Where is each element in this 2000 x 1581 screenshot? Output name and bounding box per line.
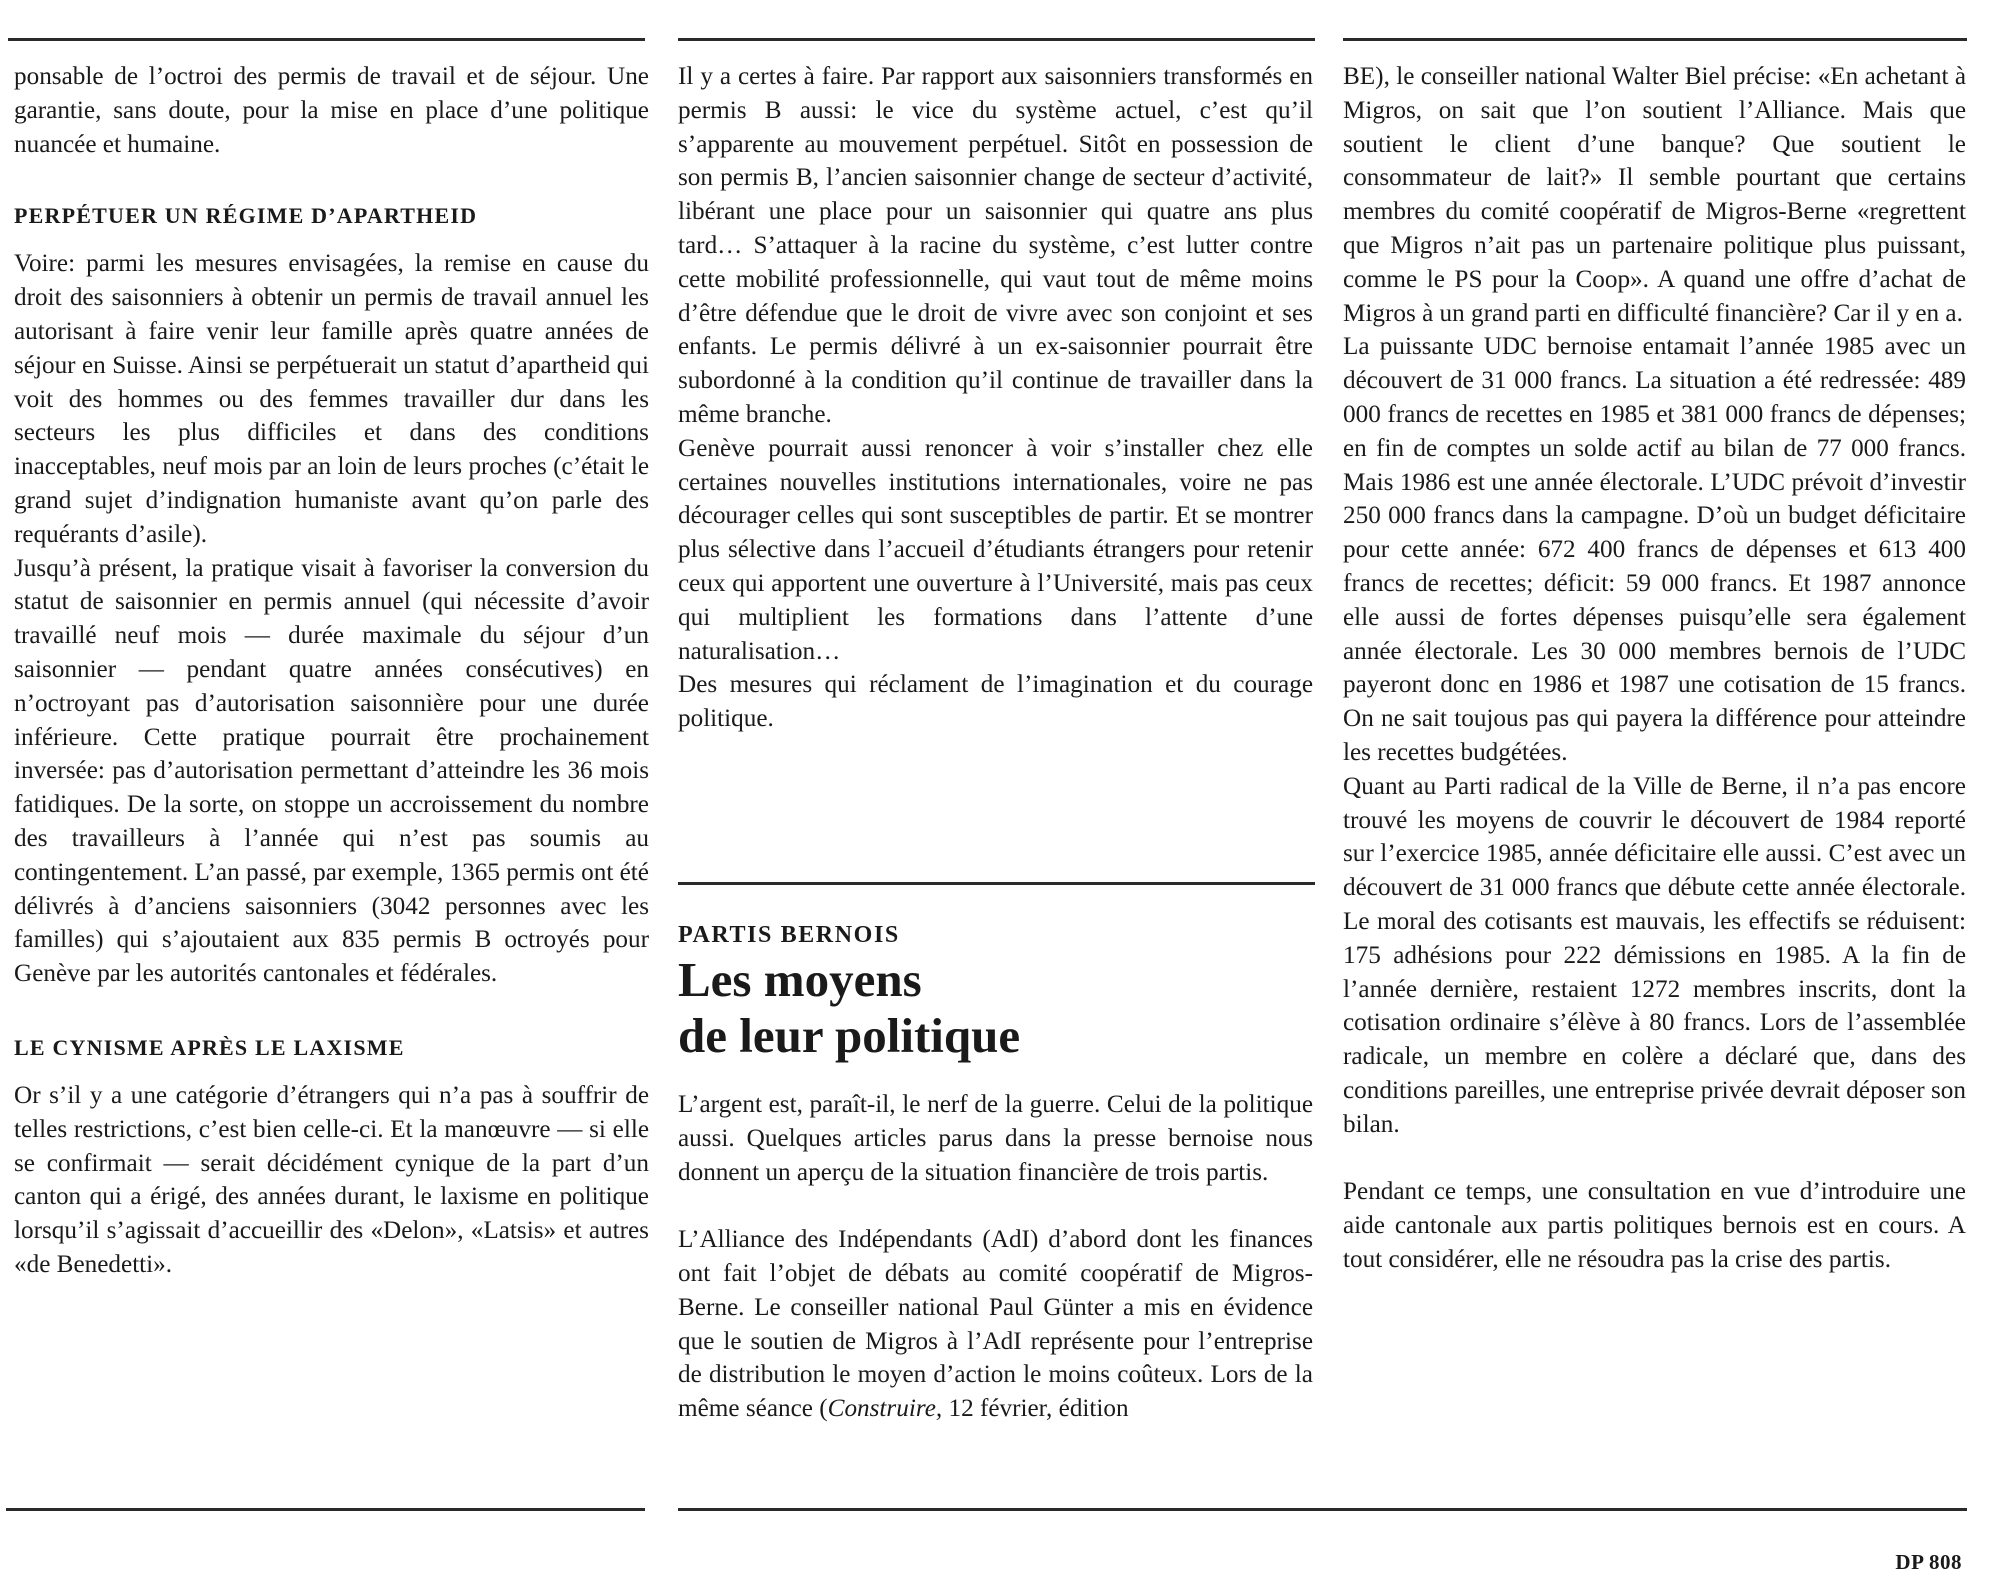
p5-publication-title: Construire, [827,1395,943,1423]
page-folio: DP 808 [1895,1550,1962,1574]
col2-paragraph-2: Genève pourrait aussi renoncer à voir s’installer chez elle certaines nouvelles institutions internationales, voire ne pas décourager celles qui sont susceptibles de partir. Et se montrer plus sélective dans l’accueil d’étudiants étrangers pour retenir ceux qui apportent une ouverture à l’Université, mais pas ceux qui multiplient les formations dans l’attente d’une naturalisation… [678,434,1313,665]
p5-text-b: 12 février, édition [942,1395,1129,1423]
subhead-cynisme: LE CYNISME APRÈS LE LAXISME [14,1034,405,1060]
col1-paragraph-3: Jusqu’à présent, la pratique visait à favoriser la conversion du statut de saisonnier en permis annuel (qui nécessite d’avoir travaillé neuf mois — durée maximale du séjour d’un saisonnier — pendant quatre années consécutives) en n’octroyant pas d’autorisation saisonnière pour une durée inférieure. Cette pratique pourrait être prochainement inversée: pas d’autorisation permettant d’atteindre les 36 mois fatidiques. De la sorte, on stoppe un accroissement du nombre des travailleurs à l’année qui n’est pas soumis au contingentement. L’an passé, par exemple, 1365 permis ont été délivrés à d’anciens saisonniers (3042 personnes avec les familles) qui s’ajoutaient aux 835 permis B octroyés pour Genève par les autorités cantonales et fédérales. [14,554,649,988]
top-rule-col-3 [1343,38,1967,41]
headline-line-2: de leur politique [678,1008,1021,1063]
headline-line-1: Les moyens [678,952,922,1007]
col2-paragraph-1: Il y a certes à faire. Par rapport aux saisonniers transformés en permis B aussi: le vice du système actuel, c’est qu’il s’apparente au mouvement perpétuel. Sitôt en possession de son permis B, l’ancien saisonnier change de secteur d’activité, libérant une place pour un saisonnier qui quatre ans plus tard… S’attaquer à la racine du système, c’est lutter contre cette mobilité professionnelle, qui vaut tout de même moins d’être défendue que le droit de vivre avec son conjoint et ses enfants. Le permis délivré à un ex-saisonnier pourrait être subordonné à la condition qu’il continue de travailler dans la même branche. [678,63,1313,428]
col1-paragraph-1: ponsable de l’octroi des permis de travail et de séjour. Une garantie, sans doute, pour la mise en place d’une politique nuancée et humaine. [14,63,649,158]
col3-paragraph-3: Quant au Parti radical de la Ville de Berne, il n’a pas encore trouvé les moyens de couvrir le découvert de 1984 reporté sur l’exercice 1985, année déficitaire elle aussi. C’est avec un découvert de 31 000 francs que débute cette année électorale. Le moral des cotisants est mauvais, les effectifs se réduisent: 175 adhésions pour 222 démissions en 1985. A la fin de l’année dernière, restaient 1272 membres inscrits, dont la cotisation ordinaire s’élève à 80 francs. Lors de l’assemblée radicale, un membre en colère a déclaré que, dans des conditions pareilles, une entreprise privée devrait déposer son bilan. [1343,772,1966,1138]
bottom-rule-col-2-3 [678,1508,1967,1511]
col2-paragraph-5 [678,1223,1313,1426]
col1-paragraph-2: Voire: parmi les mesures envisagées, la remise en cause du droit des saisonniers à obtenir un permis de travail annuel les autorisant à faire venir leur famille après quatre années de séjour en Suisse. Ainsi se perpétuerait un statut d’apartheid qui voit des hommes ou des femmes travailler dur dans les secteurs les plus difficiles et dans des conditions inacceptables, neuf mois par an loin de leurs proches (c’était le grand sujet d’indignation humaniste avant qu’on parle des requérants d’asile). [14,250,649,548]
top-rule-col-2 [678,38,1315,41]
bottom-rule-col-1 [6,1508,645,1511]
article-separator-rule [678,882,1315,885]
column-3 [1343,60,1966,1277]
col2-paragraph-4: L’argent est, paraît-il, le nerf de la guerre. Celui de la politique aussi. Quelques articles parus dans la presse bernoise nous donnent un aperçu de la situation financière de trois partis. [678,1091,1313,1186]
p5-text-a: L’Alliance des Indépendants (AdI) d’abord dont les finances ont fait l’objet de débats au comité coopératif de Migros-Berne. Le conseiller national Paul Günter a mis en évidence que le soutien de Migros à l’AdI représente pour l’entreprise de distribution le moyen d’action le moins coûteux. Lors de la même séance ( [678,1226,1313,1423]
subhead-apartheid: PERPÉTUER UN RÉGIME D’APARTHEID [14,203,478,229]
col2-paragraph-3: Des mesures qui réclament de l’imagination et du courage politique. [678,671,1313,733]
col3-paragraph-1: BE), le conseiller national Walter Biel précise: «En achetant à Migros, on sait que l’on soutient l’Alliance. Mais que soutient le client d’une banque? Que soutient le consommateur de lait?» Il semble pourtant que certains membres du comité coopératif de Migros-Berne «regrettent que Migros n’ait pas un partenaire politique plus puissant, comme le PS pour la Coop». A quand une offre d’achat de Migros à un grand parti en difficulté financière? Car il y en a. [1343,63,1966,327]
col3-paragraph-2: La puissante UDC bernoise entamait l’année 1985 avec un découvert de 31 000 francs. La situation a été redressée: 489 000 francs de recettes en 1985 et 381 000 francs de dépenses; en fin de comptes un solde actif au bilan de 77 000 francs. Mais 1986 est une année électorale. L’UDC prévoit d’investir 250 000 francs dans la campagne. D’où un budget déficitaire pour cette année: 672 400 francs de dépenses et 613 400 francs de recettes; déficit: 59 000 francs. Et 1987 annonce elle aussi de fortes dépenses puisqu’elle sera également année électorale. Les 30 000 membres bernois de l’UDC payeront donc en 1986 et 1987 une cotisation de 15 francs. On ne sait toujous pas qui payera la différence pour atteindre les recettes budgétées. [1343,333,1966,766]
top-rule-col-1 [8,38,645,41]
article-kicker: PARTIS BERNOIS [678,922,900,948]
col1-paragraph-4: Or s’il y a une catégorie d’étrangers qui n’a pas à souffrir de telles restrictions, c’est bien celle-ci. Et la manœuvre — si elle se confirmait — serait décidément cynique de la part d’un canton qui a érigé, des années durant, le laxisme en politique lorsqu’il s’agissait d’accueillir des «Delon», «Latsis» et autres «de Benedetti». [14,1081,649,1278]
col3-paragraph-4: Pendant ce temps, une consultation en vue d’introduire une aide cantonale aux partis politiques bernois est en cours. A tout considérer, elle ne résoudra pas la crise des partis. [1343,1178,1966,1273]
article-headline [678,952,1313,1064]
column-2 [678,60,1313,736]
column-1 [14,60,649,1282]
article-partis-bernois [678,918,1313,1426]
